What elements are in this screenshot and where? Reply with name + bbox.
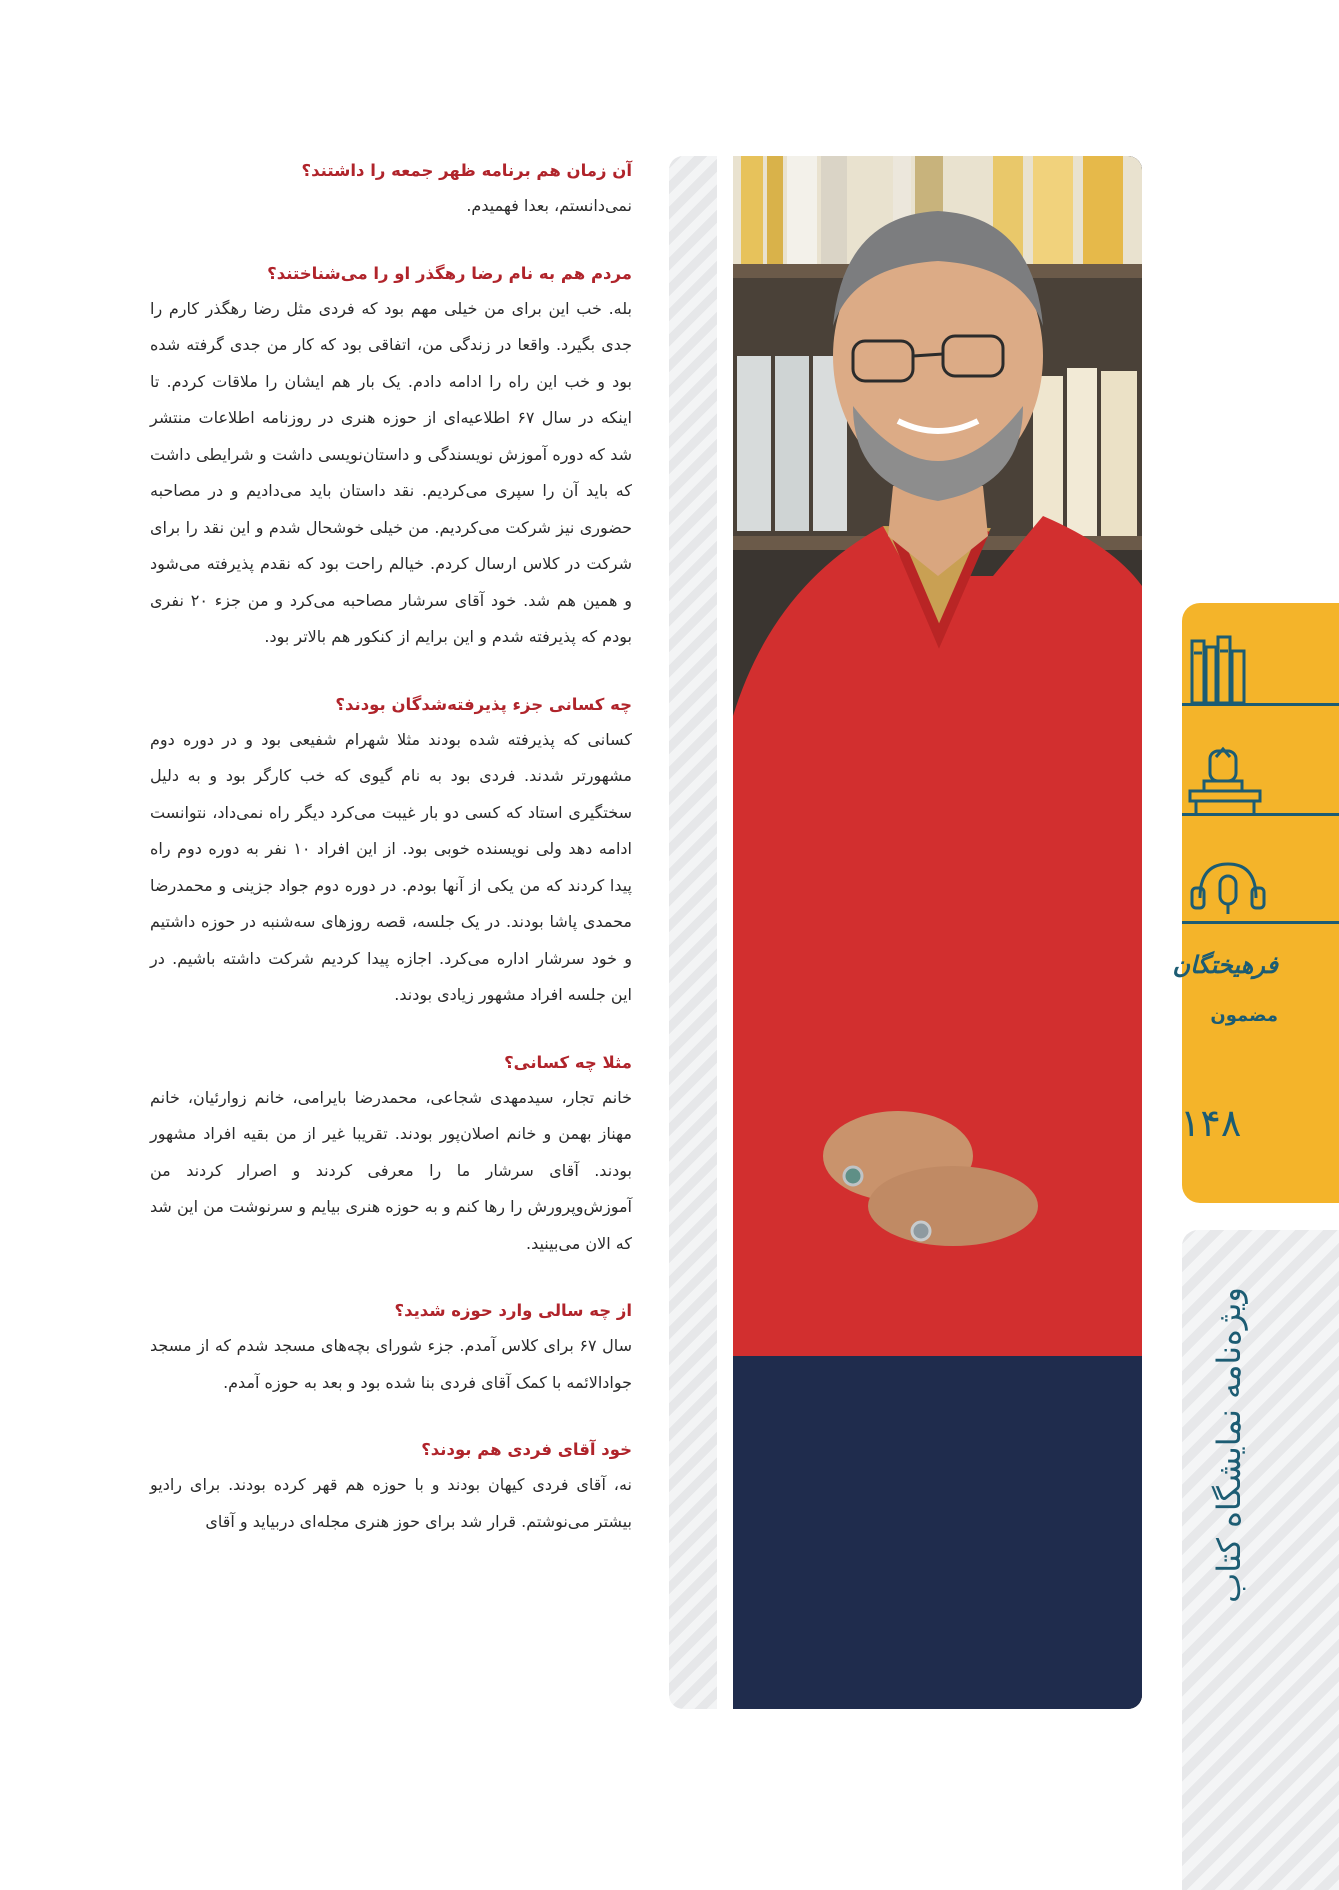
qa-block xyxy=(150,1298,632,1401)
decorative-stripe-bar xyxy=(669,156,717,1709)
question-heading: خود آقای فردی هم بودند؟ xyxy=(421,1440,632,1459)
answer-paragraph: بله. خب این برای من خیلی مهم بود که فردی مثل رضا رهگذر کارم را جدی بگیرد. واقعا در زندگی من، اتفاقی بود که کار من جدی گرفته شده بود و خب این راه را ادامه دادم. یک بار هم ایشان را ملاقات کردم. تا اینکه در سال ۶۷ اطلاعیه‌ای از حوزه هنری در روزنامه اطلاعات منتشر شد که دوره آموزش نویسندگی و داستان‌نویسی داشت و شرایطی داشت که باید آن را سپری می‌کردیم. نقد داستان باید می‌دادیم و در مصاحبه حضوری نیز شرکت می‌کردیم. من خیلی خوشحال شدم و این نقد را برای شرکت در کلاس ارسال کردم. خیالم راحت بود که نقدم پذیرفته می‌شود و همین هم شد. خود آقای سرشار مصاحبه می‌کرد و من جزء ۲۰ نفری بودم که پذیرفته شدم و این برایم از کنکور هم بالاتر بود. xyxy=(150,298,633,646)
section-title-text: ویژه‌نامه نمایشگاه کتاب xyxy=(1210,1287,1248,1603)
qa-block xyxy=(150,158,632,225)
shelf-divider xyxy=(1182,921,1339,924)
question-heading: از چه سالی وارد حوزه شدید؟ xyxy=(394,1301,632,1320)
qa-block xyxy=(150,1050,632,1263)
answer-paragraph: نمی‌دانستم، بعدا فهمیدم. xyxy=(466,196,632,215)
question-heading: مثلا چه کسانی؟ xyxy=(504,1052,632,1072)
question-heading: مردم هم به نام رضا رهگذر او را می‌شناختند؟ xyxy=(267,263,632,283)
answer-paragraph: سال ۶۷ برای کلاس آمدم. جزء شورای بچه‌های مسجد شدم که از مسجد جوادالائمه با کمک آقای فردی بنا شده بود و بعد به حوزه آمدم. xyxy=(150,1336,632,1392)
article-text-column xyxy=(150,158,632,1576)
headphones-mic-icon xyxy=(1188,858,1268,918)
books-icon xyxy=(1188,633,1258,708)
answer-paragraph: خانم تجار، سیدمهدی شجاعی، محمدرضا بایرامی، خانم زوارئیان، خانم مهناز بهمن و خانم اصلان‌پور بودند. تقریبا غیر از من بقیه افراد مشهور بودند. آقای سرشار ما را معرفی کردند و اصرار کردند من آموزش‌وپرورش را رها کنم و به حوزه هنری بیایم و سرنوشت من این شد که الان می‌بینید. xyxy=(150,1087,632,1253)
qa-block xyxy=(150,261,632,656)
interview-photo xyxy=(733,156,1142,1709)
section-title-vertical xyxy=(1180,1250,1270,1640)
page-number: ۱۴۸ xyxy=(1180,1101,1242,1145)
publication-logo xyxy=(1172,948,1278,1030)
question-heading: آن زمان هم برنامه ظهر جمعه را داشتند؟ xyxy=(301,161,632,180)
logo-text: فرهیختگان xyxy=(1172,951,1278,979)
qa-block xyxy=(150,692,632,1014)
question-heading: چه کسانی جزء پذیرفته‌شدگان بودند؟ xyxy=(335,694,632,714)
logo-subtext: مضمون xyxy=(1210,1005,1278,1026)
trophy-stand-icon xyxy=(1186,743,1266,818)
answer-paragraph: نه، آقای فردی کیهان بودند و با حوزه هم قهر کرده بودند. برای رادیو بیشتر می‌نوشتم. قرار شد برای حوز هنری مجله‌ای دربیاید و آقای xyxy=(150,1475,632,1531)
answer-paragraph: کسانی که پذیرفته شده بودند مثلا شهرام شفیعی بود و در دوره دوم مشهورتر شدند. فردی بود به نام گیوی که خب کارگر بود و به دلیل سختگیری استاد که کسی دو بار غیبت می‌کرد دیگر راه نمی‌داد، نتوانست ادامه دهد ولی نویسنده خوبی بود. از این افراد ۱۰ نفر به دوره دوم راه پیدا کردند که من یکی از آنها بودم. در دوره دوم جواد جزینی و محمدرضا محمدی پاشا بودند. در یک جلسه، قصه روزهای سه‌شنبه در حوزه داشتیم و خود سرشار اداره می‌کرد. اجازه پیدا کردیم شرکت داشته باشیم. در این جلسه افراد مشهور زیادی بودند. xyxy=(150,729,633,1004)
qa-block xyxy=(150,1437,632,1540)
